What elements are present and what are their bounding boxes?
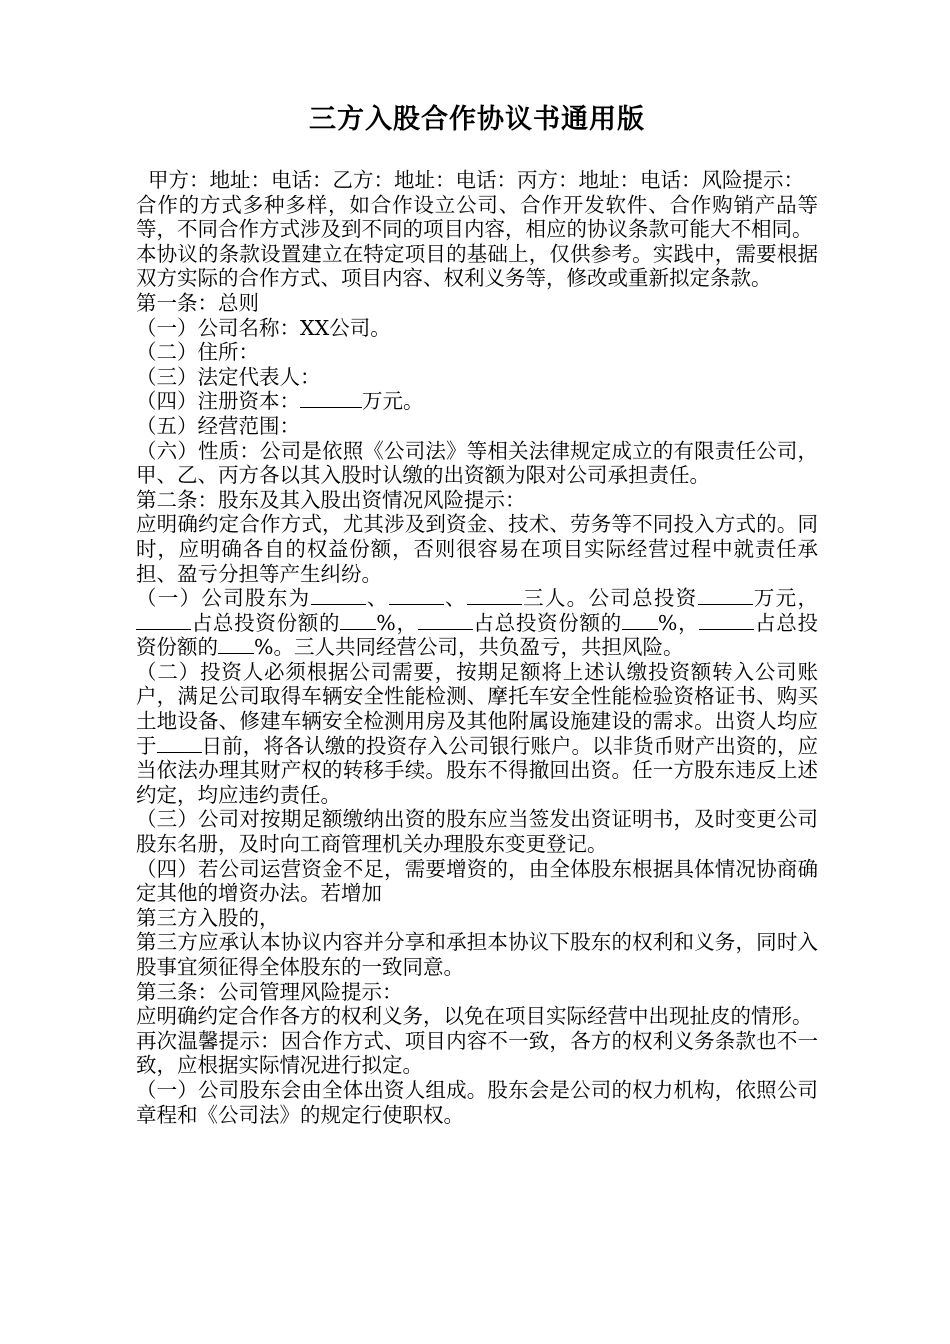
document-title: 三方入股合作协议书通用版 (309, 104, 645, 135)
clause-text: 、 (365, 586, 389, 611)
blank-line (311, 586, 366, 605)
clause-item: （五）经营范围： (136, 413, 300, 438)
parties-paragraph: 甲方：地址：电话：乙方：地址：电话：丙方：地址：电话：风险提示： (148, 168, 804, 192)
clause-text: 占总投资份额的 (191, 610, 341, 635)
blank-line (418, 611, 473, 630)
clause-text: 三人。公司总投资 (521, 586, 698, 611)
blank-line (218, 635, 254, 654)
clause-item: （一）公司名称：XX公司。 (136, 315, 391, 340)
clause-item: （六）性质：公司是依照《公司法》等相关法律规定成立的有限责任公司，甲、乙、丙方各以其入股时认缴的出资额为限对公司承担责任。 (136, 438, 818, 488)
section-heading: 第二条：股东及其入股出资情况风险提示： (136, 487, 526, 512)
clause-item (136, 660, 818, 808)
document-page (136, 100, 818, 1127)
clause-text: %， (657, 610, 700, 635)
clause-item: （三）公司对按期足额缴纳出资的股东应当签发出资证明书，及时变更公司股东名册，及时向工商管理机关办理股东变更登记。 (136, 807, 818, 857)
blank-line (340, 611, 376, 630)
paragraph: 应明确约定合作各方的权利义务，以免在项目实际经营中出现扯皮的情形。 (136, 1004, 813, 1029)
blank-line (699, 611, 754, 630)
paragraph: 再次温馨提示：因合作方式、项目内容不一致，各方的权利义务条款也不一致，应根据实际情况进行拟定。 (136, 1028, 818, 1078)
clause-item: （三）法定代表人： (136, 364, 321, 389)
clause-text: （四）注册资本： (136, 389, 300, 414)
clause-text: 日前，将各认缴的投资存入公司银行账户。以非货币财产出资的，应当依法办理其财产权的转移手续。股东不得撤回出资。任一方股东违反上述约定，均应违约责任。 (136, 733, 819, 807)
blank-line (389, 586, 444, 605)
clause-item: （二）住所： (136, 340, 259, 365)
clause-text: （一）公司股东为 (136, 586, 311, 611)
paragraph: 本协议的条款设置建立在特定项目的基础上，仅供参考。实践中，需要根据双方实际的合作方式、项目内容、权利义务等，修改或重新拟定条款。 (136, 241, 818, 291)
section-heading: 第一条：总则 (136, 290, 259, 315)
clause-text: 万元。 (362, 389, 424, 414)
paragraph: 第三方应承认本协议内容并分享和承担本协议下股东的权利和义务，同时入股事宜须征得全体股东的一致同意。 (136, 930, 818, 979)
document-body (136, 168, 818, 1127)
blank-line (698, 586, 753, 605)
paragraph: 应明确约定合作方式，尤其涉及到资金、技术、劳务等不同投入方式的。同时，应明确各自的权益份额，否则很容易在项目实际经营过程中就责任承担、盈亏分担等产生纠纷。 (136, 512, 818, 586)
blank-line (136, 611, 191, 630)
paragraph: 第三方入股的， (136, 905, 280, 930)
blank-line (622, 611, 658, 630)
blank-line (300, 389, 362, 408)
clause-text: 占总投资份额的 (472, 610, 622, 635)
blank-line (467, 586, 522, 605)
clause-text: 万元， (752, 586, 818, 611)
section-heading: 第三条：公司管理风险提示： (136, 979, 403, 1004)
clause-item: （四）若公司运营资金不足，需要增资的，由全体股东根据具体情况协商确定其他的增资办法。若增加 (136, 856, 818, 906)
clause-item: （一）公司股东会由全体出资人组成。股东会是公司的权力机构，依照公司章程和《公司法》的规定行使职权。 (136, 1077, 818, 1127)
clause-item (136, 586, 818, 660)
clause-text: %， (376, 610, 418, 635)
paragraph: 合作的方式多种多样，如合作设立公司、合作开发软件、合作购销产品等等，不同合作方式涉及到不同的项目内容，相应的协议条款可能大不相同。 (136, 192, 818, 242)
clause-text: %。三人共同经营公司，共负盈亏，共担风险。 (254, 635, 684, 660)
clause-text: （二）投资人必须根据公司需要，按期足额将上述认缴投资额转入公司账户，满足公司取得车辆安全性能检测、摩托车安全性能检验资格证书、购买土地设备、修建车辆安全检测用房及其他附属设施建设的需求。出资人均应于 (136, 659, 818, 758)
clause-text: 占总投资份额的 (136, 610, 818, 660)
clause-item (136, 389, 818, 414)
clause-text: 、 (443, 586, 467, 611)
blank-line (157, 734, 202, 753)
